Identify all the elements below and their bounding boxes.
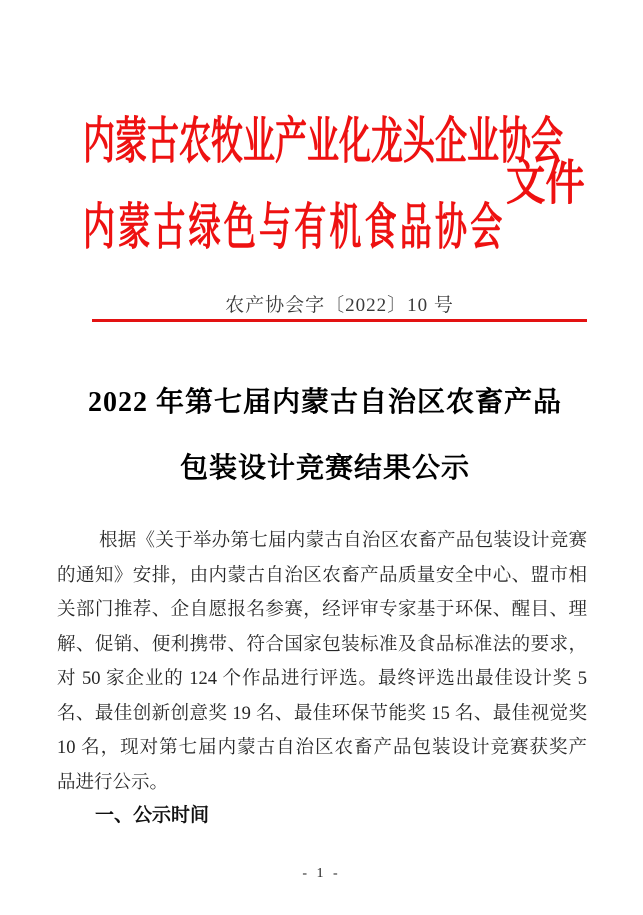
doc-title-line2: 包装设计竞赛结果公示 bbox=[179, 453, 470, 484]
page-number: - 1 - bbox=[302, 866, 341, 881]
doc-number: 农产协会字〔2022〕10 号 bbox=[225, 295, 454, 316]
body-paragraph bbox=[57, 524, 587, 800]
body-line: 关部门推荐、企自愿报名参赛，经评审专家基于环保、醒目、理 bbox=[57, 600, 587, 620]
body-line: 的通知》安排，由内蒙古自治区农畜产品质量安全中心、盟市相 bbox=[57, 565, 587, 586]
body-line: 解、促销、便利携带、符合国家包装标准及食品标准法的要求， bbox=[57, 634, 587, 655]
section-heading-publicity-period: 一、公示时间 bbox=[95, 805, 210, 826]
doc-title bbox=[60, 370, 590, 502]
red-divider-line bbox=[92, 319, 587, 322]
letterhead-org-line2: 内蒙古绿色与有机食品协会 bbox=[83, 199, 506, 255]
body-line: 品进行公示。 bbox=[57, 772, 169, 793]
letterhead-doc-type-label: 文件 bbox=[506, 157, 585, 210]
letterhead-org-line1: 内蒙古农牧业产业化龙头企业协会 bbox=[83, 113, 563, 169]
body-line: 根据《关于举办第七届内蒙古自治区农畜产品包装设计竞赛 bbox=[99, 531, 587, 551]
body-line: 10 名，现对第七届内蒙古自治区农畜产品包装设计竞赛获奖产 bbox=[57, 738, 587, 758]
doc-title-line1: 2022 年第七届内蒙古自治区农畜产品 bbox=[87, 387, 562, 418]
body-line: 对 50 家企业的 124 个作品进行评选。最终评选出最佳设计奖 5 bbox=[57, 669, 587, 689]
body-line: 名、最佳创新创意奖 19 名、最佳环保节能奖 15 名、最佳视觉奖 bbox=[57, 703, 587, 724]
